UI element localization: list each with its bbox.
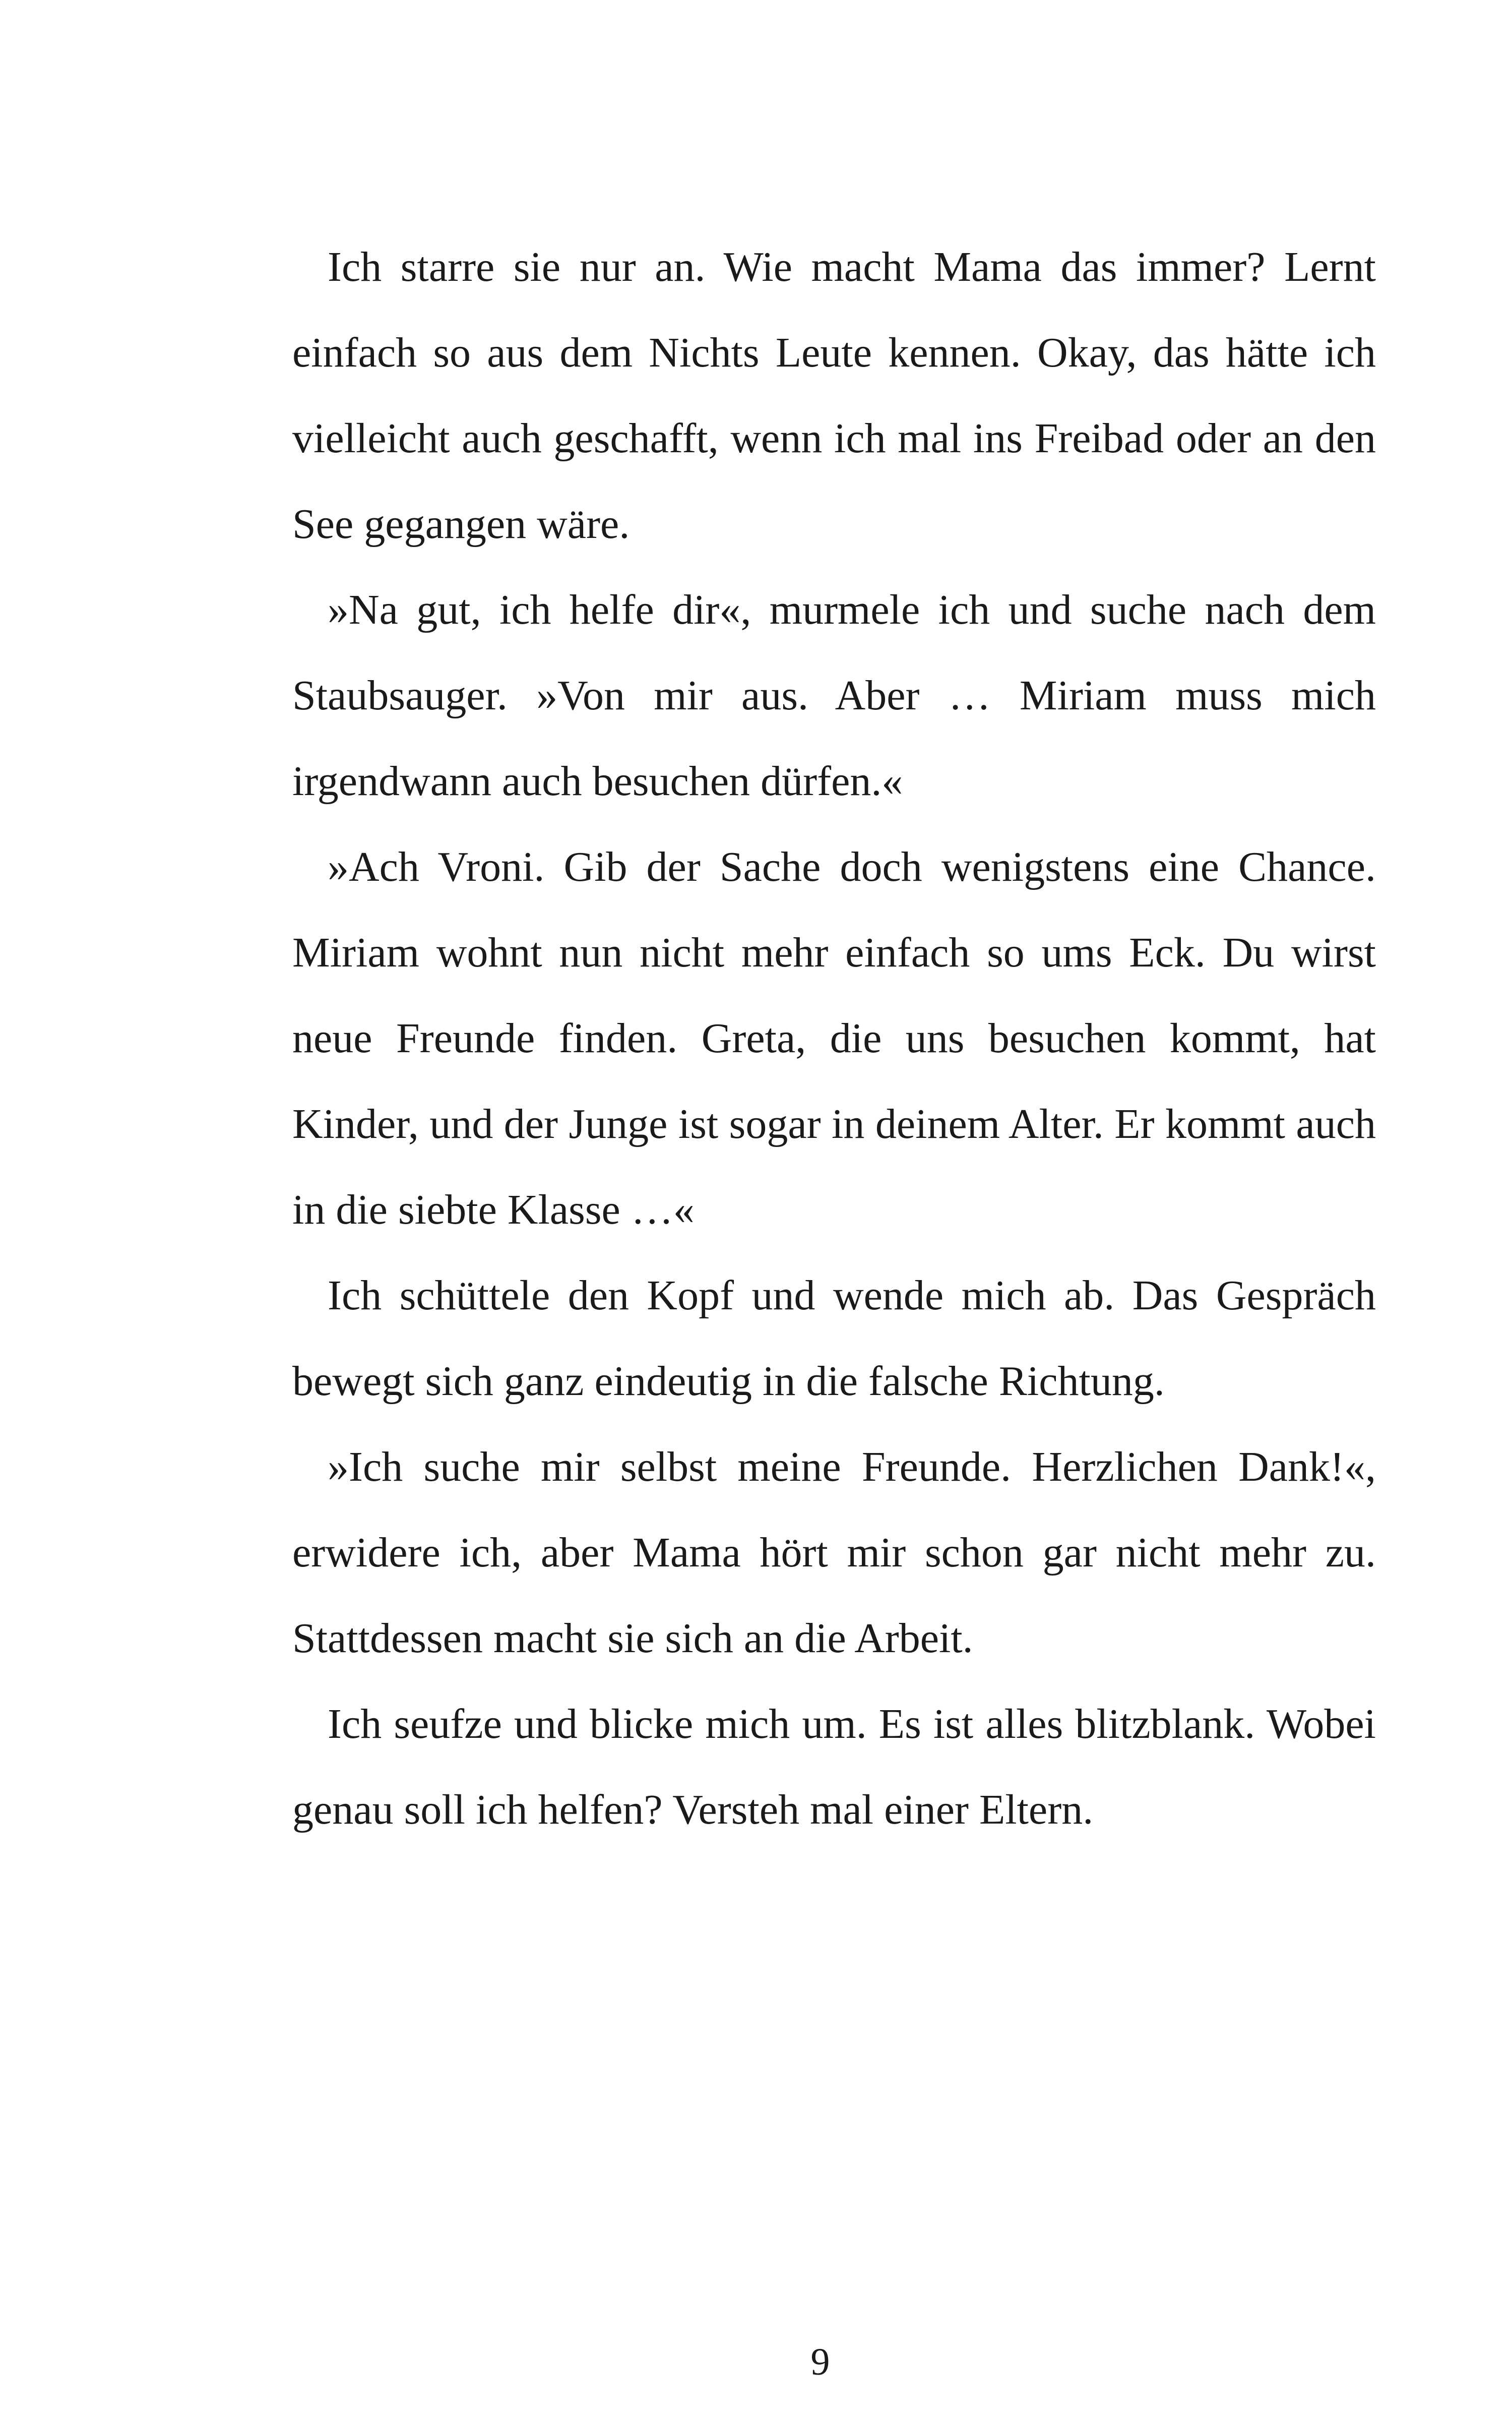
paragraph-4: Ich schüttele den Kopf und wende mich ab. Das Gespräch bewegt sich ganz eindeutig in die falsche Richtung. <box>292 1272 1376 1405</box>
paragraph-1: Ich starre sie nur an. Wie macht Mama das immer? Lernt einfach so aus dem Nichts Leute kennen. Okay, das hätte ich vielleicht auch geschafft, wenn ich mal ins Freibad oder an den See gegangen wäre. <box>292 244 1376 548</box>
paragraph-5: »Ich suche mir selbst meine Freunde. Herzlichen Dank!«, erwidere ich, aber Mama hört mir schon gar nicht mehr zu. Stattdessen macht sie sich an die Arbeit. <box>292 1443 1376 1662</box>
paragraph-3: »Ach Vroni. Gib der Sache doch wenigstens eine Chance. Miriam wohnt nun nicht mehr einfach so ums Eck. Du wirst neue Freunde finden. Greta, die uns besuchen kommt, hat Kinder, und der Junge ist sogar in deinem Alter. Er kommt auch in die siebte Klasse …« <box>292 843 1376 1233</box>
body-text <box>292 224 1376 1853</box>
page-number: 9 <box>810 2341 830 2383</box>
paragraph-6: Ich seufze und blicke mich um. Es ist alles blitzblank. Wobei genau soll ich helfen? Versteh mal einer Eltern. <box>292 1701 1376 1833</box>
paragraph-2: »Na gut, ich helfe dir«, murmele ich und suche nach dem Staubsauger. »Von mir aus. Aber … Miriam muss mich irgendwann auch besuchen dürfen.« <box>292 586 1376 805</box>
